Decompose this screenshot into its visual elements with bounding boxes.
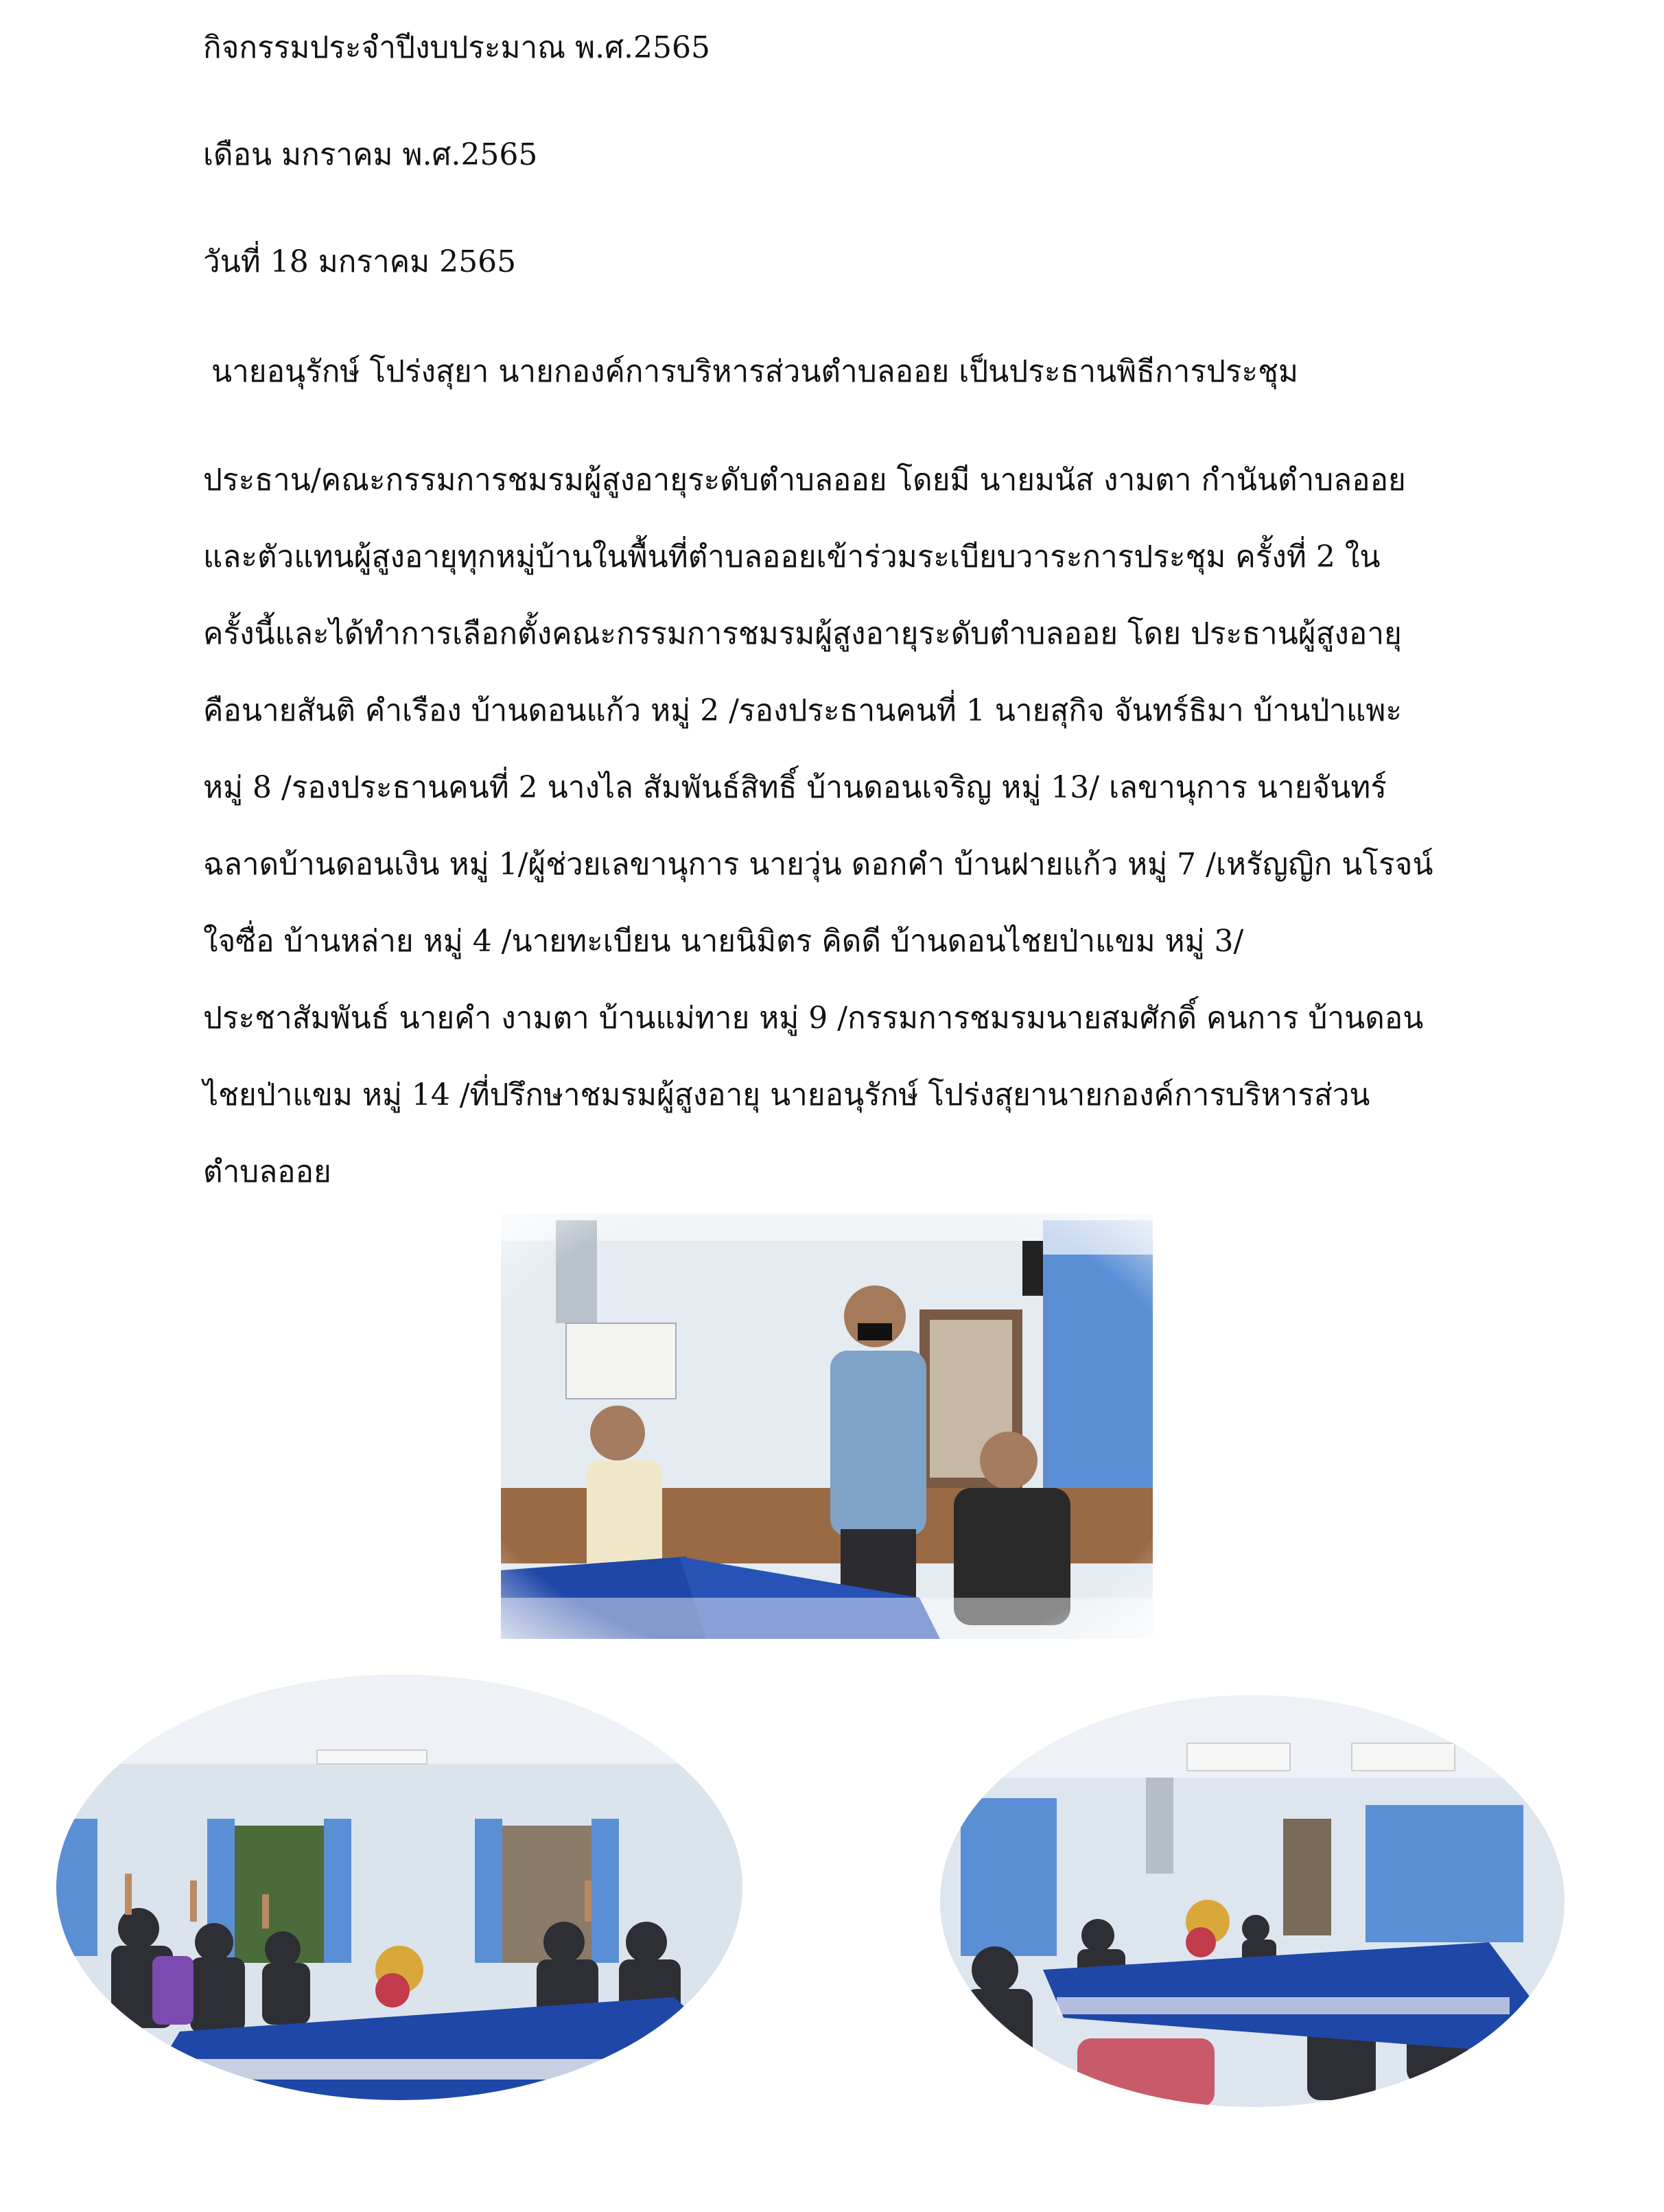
body-line: ประธาน/คณะกรรมการชมรมผู้สูงอายุระดับตำบลออย โดยมี นายมนัส งามตา กำนันตำบลออย [203,463,1406,498]
body-line: ไชยป่าแขม หมู่ 14 /ที่ปรึกษาชมรมผู้สูงอายุ นายอนุรักษ์ โปร่งสุยานายกองค์การบริหารส่วน [203,1078,1370,1113]
body-line: ครั้งนี้และได้ทำการเลือกตั้งคณะกรรมการชมรมผู้สูงอายุระดับตำบลออย โดย ประธานผู้สูงอายุ [203,616,1402,651]
meeting-room-photo [940,1695,1565,2107]
body-line: ตำบลออย [203,1154,331,1189]
body-line: ประชาสัมพันธ์ นายคำ งามตา บ้านแม่ทาย หมู่ 9 /กรรมการชมรมนายสมศักดิ์ คนการ บ้านดอน [203,1001,1424,1036]
body-line: และตัวแทนผู้สูงอายุทุกหมู่บ้านในพื้นที่ตำบลออยเข้าร่วมระเบียบวาระการประชุม ครั้งที่ 2 ใน [203,539,1381,574]
meeting-speaker-photo [501,1213,1153,1639]
activity-title: กิจกรรมประจำปีงบประมาณ พ.ศ.2565 [203,30,710,65]
body-line: ใจซื่อ บ้านหล่าย หมู่ 4 /นายทะเบียน นายนิมิตร คิดดี บ้านดอนไชยป่าแขม หมู่ 3/ [203,924,1244,959]
body-line: คือนายสันติ คำเรือง บ้านดอนแก้ว หมู่ 2 /รองประธานคนที่ 1 นายสุกิจ จันทร์ธิมา บ้านป่าแพะ [203,693,1403,728]
body-line: ฉลาดบ้านดอนเงิน หมู่ 1/ผู้ช่วยเลขานุการ นายวุ่น ดอกคำ บ้านฝายแก้ว หมู่ 7 /เหรัญญิก นโรจน์ [203,847,1433,882]
month-line: เดือน มกราคม พ.ศ.2565 [203,137,538,172]
body-line: นายอนุรักษ์ โปร่งสุยา นายกองค์การบริหารส่วนตำบลออย เป็นประธานพิธีการประชุม [211,354,1298,389]
meeting-vote-photo [56,1675,742,2100]
date-line: วันที่ 18 มกราคม 2565 [203,244,517,279]
body-line: หมู่ 8 /รองประธานคนที่ 2 นางไล สัมพันธ์สิทธิ์ บ้านดอนเจริญ หมู่ 13/ เลขานุการ นายจันทร์ [203,770,1387,805]
